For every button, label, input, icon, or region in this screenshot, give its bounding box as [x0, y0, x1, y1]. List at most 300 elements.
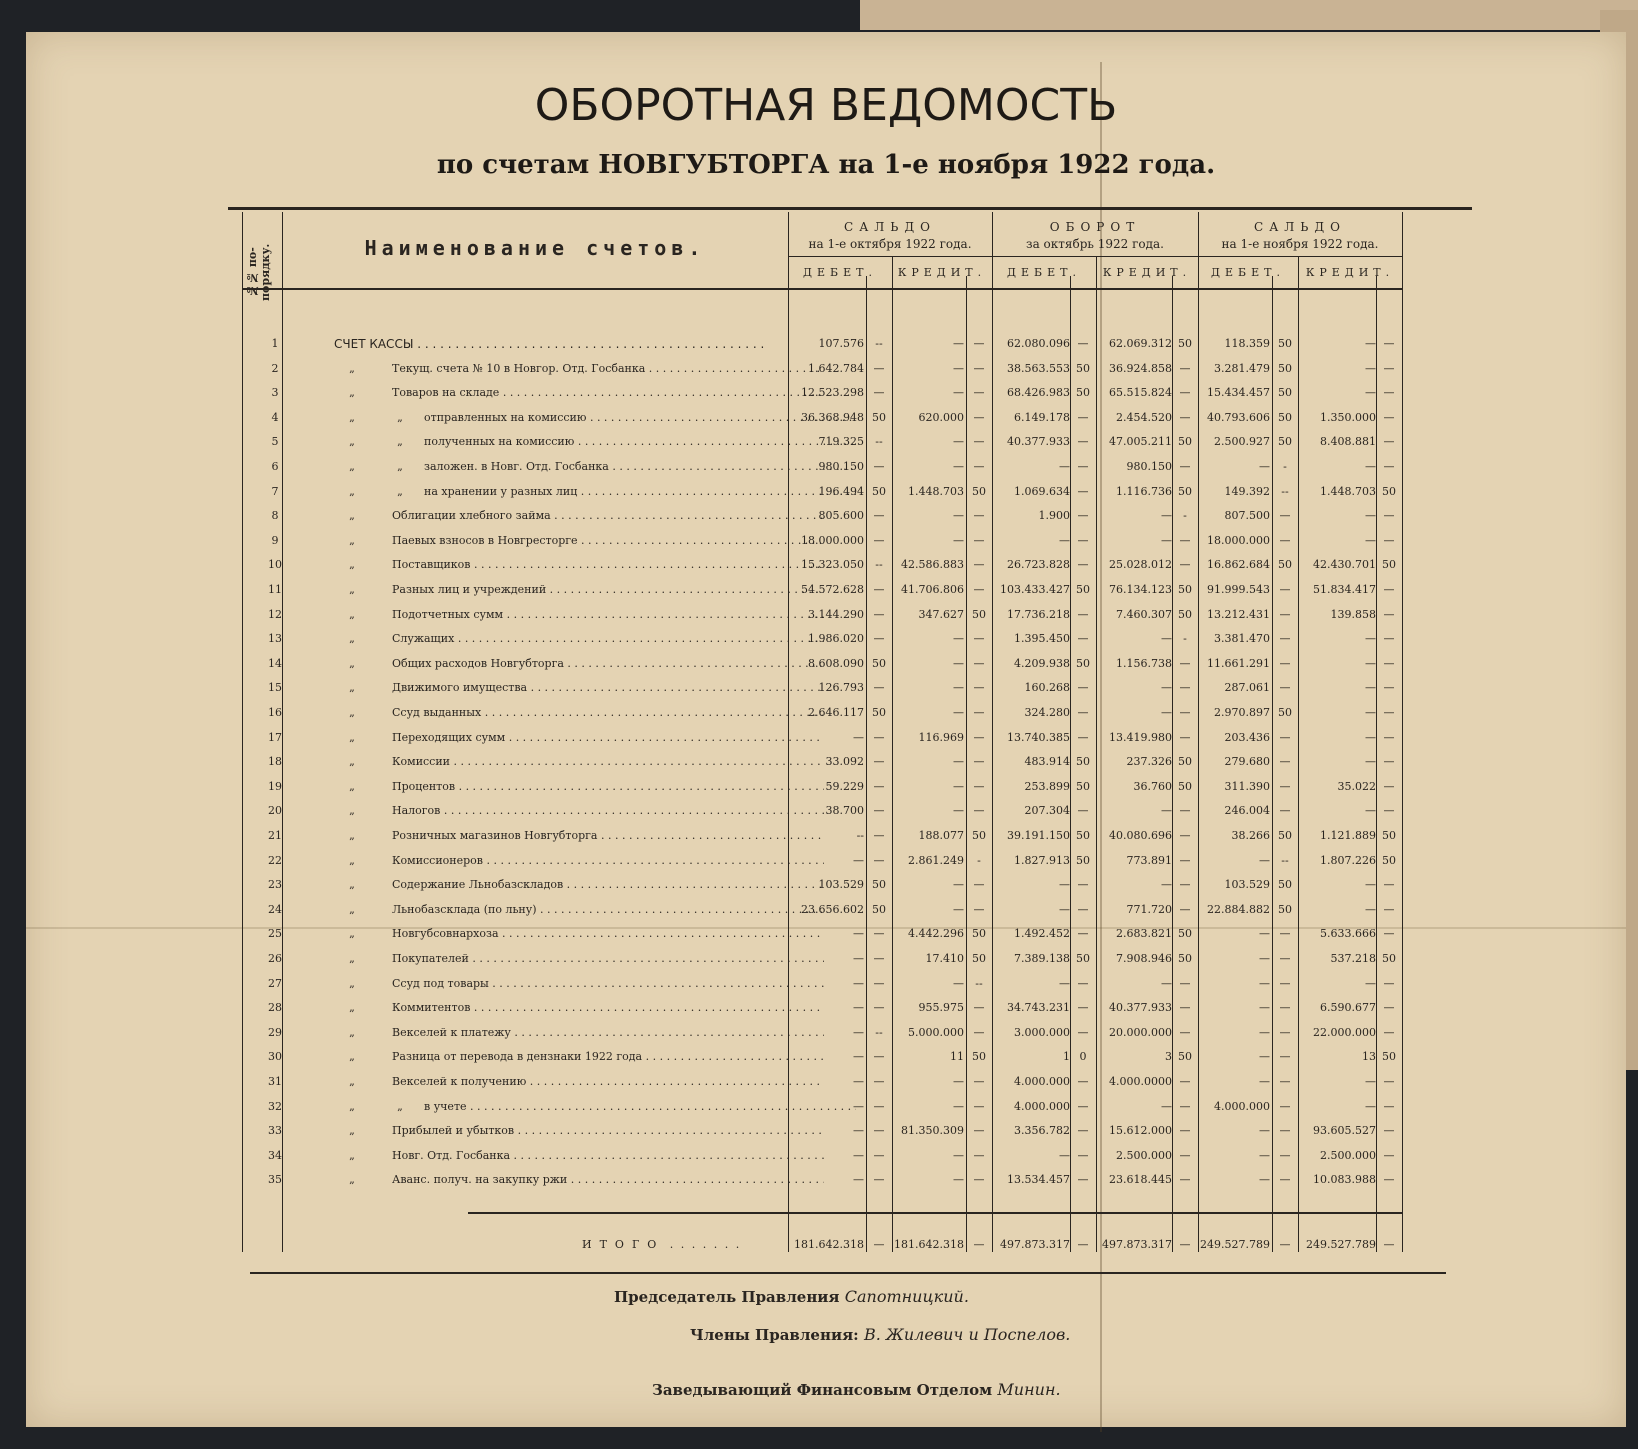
closing-debit-kop: —	[1279, 976, 1291, 990]
row-number: 31	[268, 1075, 282, 1088]
signature-chair-name: Сапотницкий.	[844, 1287, 969, 1306]
turnover-credit-kop: —	[1179, 804, 1191, 818]
opening-debit: 54.572.628	[801, 583, 864, 596]
opening-debit: 59.229	[825, 779, 864, 793]
opening-credit-kop: 50	[972, 927, 986, 941]
opening-debit-kop: —	[873, 1124, 885, 1138]
opening-debit-kop: --	[875, 337, 883, 350]
turnover-credit: 47.005.211	[1109, 435, 1172, 449]
turnover-credit-kop: —	[1179, 1001, 1191, 1015]
closing-debit: —	[1259, 1148, 1270, 1162]
row-number: 16	[268, 706, 282, 719]
turnover-debit-kop: —	[1077, 878, 1089, 892]
row-number: 24	[268, 902, 282, 916]
account-name: Облигации хлебного займа . . .	[392, 504, 824, 528]
closing-debit: —	[1259, 1173, 1270, 1187]
turnover-debit-kop: —	[1077, 1075, 1089, 1088]
document-subtitle: по счетам НОВГУБТОРГА на 1-е ноября 1922 года.	[436, 150, 1216, 180]
ditto-mark: „	[349, 1025, 355, 1039]
ditto-mark: „	[349, 730, 355, 744]
turnover-debit: 13.534.457	[1007, 1173, 1070, 1187]
closing-credit: —	[1365, 804, 1376, 818]
closing-credit-kop: —	[1383, 779, 1395, 793]
account-name: Аванс. получ. на закупку ржи . . .	[392, 1168, 824, 1192]
opening-credit-kop: —	[973, 460, 985, 473]
turnover-credit: 25.028.012	[1109, 558, 1172, 572]
turnover-credit-kop: -	[1183, 509, 1187, 523]
account-name: Процентов . . .	[392, 775, 824, 799]
closing-credit-kop: 50	[1382, 829, 1396, 842]
table-row	[242, 430, 1460, 454]
table-row	[242, 775, 1460, 799]
turnover-debit-kop: —	[1077, 706, 1089, 719]
opening-debit: —	[853, 853, 864, 867]
account-name: Комиссионеров . . .	[392, 849, 824, 873]
closing-credit: —	[1365, 533, 1376, 547]
turnover-credit: —	[1161, 533, 1172, 547]
row-number: 20	[268, 804, 282, 818]
turnover-debit-kop: —	[1077, 804, 1089, 818]
account-name: полученных на комиссию . . .	[424, 430, 856, 454]
closing-debit-kop: —	[1279, 755, 1291, 769]
turnover-credit-kop: —	[1179, 361, 1191, 375]
opening-debit: —	[853, 1173, 864, 1187]
opening-debit: 3.144.290	[808, 607, 864, 621]
turnover-debit: 1.069.634	[1014, 484, 1070, 498]
opening-debit-kop: —	[873, 1099, 885, 1113]
account-name: Товаров на складе . . .	[392, 381, 824, 405]
opening-credit: 42.586.883	[901, 558, 964, 572]
closing-credit: —	[1365, 1099, 1376, 1113]
turnover-debit-kop: 0	[1079, 1050, 1087, 1064]
opening-debit: 38.700	[825, 804, 864, 818]
closing-credit-kop: —	[1383, 1124, 1395, 1138]
closing-credit: —	[1365, 632, 1376, 646]
opening-debit: —	[853, 730, 864, 744]
opening-debit-kop: —	[873, 1050, 885, 1064]
turnover-credit: 3	[1165, 1050, 1172, 1064]
closing-debit-kop: —	[1279, 927, 1291, 941]
closing-debit: 15.434.457	[1207, 386, 1270, 400]
turnover-debit: 1	[1063, 1050, 1070, 1064]
closing-debit: —	[1259, 1001, 1270, 1015]
closing-debit: 118.359	[1224, 337, 1270, 350]
opening-credit: 17.410	[925, 952, 964, 965]
opening-credit: —	[953, 632, 964, 646]
table-row	[242, 529, 1460, 553]
closing-credit-kop: —	[1383, 361, 1395, 375]
total-turnover-credit-kop: —	[1179, 1238, 1191, 1251]
closing-debit: 246.004	[1224, 804, 1270, 818]
closing-credit-kop: —	[1383, 1099, 1395, 1113]
ditto-mark: „	[349, 804, 355, 818]
turnover-debit-kop: —	[1077, 1025, 1089, 1039]
opening-debit-kop: —	[873, 607, 885, 621]
turnover-debit: 17.736.218	[1007, 607, 1070, 621]
opening-debit-kop: 50	[872, 410, 886, 424]
closing-debit: 18.000.000	[1207, 533, 1270, 547]
turnover-credit-kop: 50	[1178, 952, 1192, 965]
ditto-mark: „	[349, 927, 355, 941]
turnover-debit-kop: —	[1077, 533, 1089, 547]
closing-debit-kop: -	[1283, 460, 1287, 473]
closing-debit-kop: —	[1279, 1173, 1291, 1187]
header-group-closing-balance: САЛЬДО	[1254, 220, 1346, 234]
closing-debit: —	[1259, 460, 1270, 473]
opening-credit: —	[953, 976, 964, 990]
table-row	[242, 824, 1460, 848]
document-title: ОБОРОТНАЯ ВЕДОМОСТЬ	[534, 80, 1118, 131]
opening-credit-kop: —	[973, 1173, 985, 1187]
turnover-debit-kop: —	[1077, 337, 1089, 350]
table-row	[242, 873, 1460, 897]
ditto-mark: „	[349, 1050, 355, 1064]
turnover-debit: —	[1059, 460, 1070, 473]
signature-finance-role: Заведывающий Финансовым Отделом	[652, 1381, 993, 1399]
closing-credit: 537.218	[1330, 952, 1376, 965]
header-debit: ДЕБЕТ.	[1007, 266, 1081, 279]
turnover-debit: 7.389.138	[1014, 952, 1070, 965]
turnover-debit-kop: —	[1077, 927, 1089, 941]
account-name: Розничных магазинов Новгубторга . . .	[392, 824, 824, 848]
closing-debit-kop: —	[1279, 1001, 1291, 1015]
closing-debit-kop: 50	[1278, 558, 1292, 572]
opening-credit-kop: —	[973, 558, 985, 572]
opening-debit-kop: —	[873, 927, 885, 941]
closing-credit: —	[1365, 1075, 1376, 1088]
opening-debit-kop: —	[873, 1075, 885, 1088]
closing-debit: 2.500.927	[1214, 435, 1270, 449]
total-closing-credit-kop: —	[1383, 1238, 1395, 1251]
opening-credit-kop: -	[977, 853, 981, 867]
opening-debit: 107.576	[818, 337, 864, 350]
opening-credit-kop: —	[973, 386, 985, 400]
turnover-credit-kop: —	[1179, 410, 1191, 424]
closing-debit-kop: —	[1279, 1099, 1291, 1113]
turnover-credit-kop: —	[1179, 1025, 1191, 1039]
turnover-debit: —	[1059, 1148, 1070, 1162]
ditto-mark: „	[349, 829, 355, 842]
opening-debit: 103.529	[818, 878, 864, 892]
opening-debit: 126.793	[818, 681, 864, 695]
account-name: Переходящих сумм . . .	[392, 726, 824, 750]
header-credit: КРЕДИТ.	[897, 266, 987, 279]
account-name: Текущ. счета № 10 в Новгор. Отд. Госбанка . . .	[392, 357, 824, 381]
ditto-mark-sub: „	[397, 435, 403, 449]
opening-credit-kop: —	[973, 337, 985, 350]
turnover-debit-kop: —	[1077, 435, 1089, 449]
turnover-credit-kop: —	[1179, 1173, 1191, 1187]
turnover-debit-kop: —	[1077, 681, 1089, 695]
opening-debit-kop: —	[873, 386, 885, 400]
table-row	[242, 504, 1460, 528]
closing-credit-kop: —	[1383, 804, 1395, 818]
turnover-credit: —	[1161, 878, 1172, 892]
turnover-debit: 62.080.096	[1007, 337, 1070, 350]
opening-debit-kop: 50	[872, 706, 886, 719]
row-number: 6	[271, 460, 279, 473]
table-row	[242, 996, 1460, 1020]
total-opening-debit: 181.642.318	[794, 1238, 864, 1251]
closing-debit: 203.436	[1224, 730, 1270, 744]
opening-credit-kop: 50	[972, 952, 986, 965]
row-number: 2	[271, 361, 279, 375]
opening-debit: 33.092	[825, 755, 864, 769]
closing-debit: 11.661.291	[1207, 656, 1270, 670]
turnover-credit-kop: —	[1179, 976, 1191, 990]
opening-credit-kop: —	[973, 730, 985, 744]
closing-debit-kop: —	[1279, 607, 1291, 621]
ditto-mark: „	[349, 681, 355, 695]
opening-credit: —	[953, 656, 964, 670]
opening-credit-kop: —	[973, 361, 985, 375]
turnover-debit-kop: 50	[1076, 656, 1090, 670]
table-row	[242, 972, 1460, 996]
opening-credit: —	[953, 779, 964, 793]
row-number: 3	[271, 386, 279, 400]
header-credit: КРЕДИТ.	[1305, 266, 1395, 279]
ditto-mark: „	[349, 976, 355, 990]
turnover-debit: 3.000.000	[1014, 1025, 1070, 1039]
header-group-closing-date: на 1-е ноября 1922 года.	[1221, 237, 1379, 251]
opening-credit-kop: —	[973, 509, 985, 523]
opening-debit: —	[853, 952, 864, 965]
closing-debit: —	[1259, 1124, 1270, 1138]
opening-credit: 41.706.806	[901, 583, 964, 596]
turnover-credit: 20.000.000	[1109, 1025, 1172, 1039]
closing-credit-kop: —	[1383, 976, 1395, 990]
opening-debit-kop: —	[873, 829, 885, 842]
turnover-debit: —	[1059, 976, 1070, 990]
table-row	[242, 406, 1460, 430]
turnover-debit: 4.000.000	[1014, 1099, 1070, 1113]
turnover-credit-kop: —	[1179, 460, 1191, 473]
turnover-credit: —	[1161, 1099, 1172, 1113]
opening-debit: —	[853, 1050, 864, 1064]
turnover-debit-kop: —	[1077, 1148, 1089, 1162]
ditto-mark: „	[349, 460, 355, 473]
closing-credit-kop: —	[1383, 1173, 1395, 1187]
turnover-debit-kop: —	[1077, 632, 1089, 646]
closing-credit: 1.448.703	[1320, 484, 1376, 498]
ditto-mark: „	[349, 706, 355, 719]
opening-credit: —	[953, 1173, 964, 1187]
closing-credit: 10.083.988	[1313, 1173, 1376, 1187]
closing-credit-kop: —	[1383, 1025, 1395, 1039]
opening-debit-kop: 50	[872, 484, 886, 498]
closing-credit: —	[1365, 681, 1376, 695]
opening-credit-kop: —	[973, 435, 985, 449]
opening-debit: 18.000.000	[801, 533, 864, 547]
opening-debit: 980.150	[818, 460, 864, 473]
table-row	[242, 676, 1460, 700]
turnover-credit: 980.150	[1126, 460, 1172, 473]
total-opening-credit-kop: —	[973, 1238, 985, 1251]
header-line	[242, 288, 1402, 290]
closing-credit-kop: 50	[1382, 853, 1396, 867]
total-closing-credit: 249.527.789	[1306, 1238, 1376, 1251]
row-number: 33	[268, 1124, 282, 1138]
ditto-mark: „	[349, 656, 355, 670]
closing-debit-kop: —	[1279, 804, 1291, 818]
table-row	[242, 627, 1460, 651]
opening-debit: —	[853, 976, 864, 990]
turnover-credit: 36.760	[1133, 779, 1172, 793]
closing-credit: 22.000.000	[1313, 1025, 1376, 1039]
closing-credit-kop: —	[1383, 878, 1395, 892]
opening-debit: 1.986.020	[808, 632, 864, 646]
turnover-credit: —	[1161, 632, 1172, 646]
total-turnover-debit: 497.873.317	[1000, 1238, 1070, 1251]
opening-debit: —	[853, 1148, 864, 1162]
turnover-credit: 771.720	[1126, 902, 1172, 916]
ditto-mark-sub: „	[397, 1099, 403, 1113]
opening-debit-kop: 50	[872, 902, 886, 916]
header-number: №№ по-порядку.	[246, 243, 272, 301]
opening-credit-kop: —	[973, 632, 985, 646]
turnover-credit: 2.500.000	[1116, 1148, 1172, 1162]
turnover-credit-kop: —	[1179, 558, 1191, 572]
table-row	[242, 381, 1460, 405]
account-name: Служащих . . .	[392, 627, 824, 651]
account-name: Покупателей . . .	[392, 947, 824, 971]
closing-debit-kop: —	[1279, 730, 1291, 744]
ditto-mark: „	[349, 755, 355, 769]
opening-credit-kop: —	[973, 1148, 985, 1162]
turnover-credit-kop: —	[1179, 1075, 1191, 1088]
account-name: Коммитентов . . .	[392, 996, 824, 1020]
ditto-mark: „	[349, 410, 355, 424]
closing-debit-kop: 50	[1278, 829, 1292, 842]
turnover-debit: 39.191.150	[1007, 829, 1070, 842]
closing-credit: —	[1365, 730, 1376, 744]
closing-debit-kop: —	[1279, 681, 1291, 695]
header-account-name: Наименование счетов.	[364, 236, 706, 260]
closing-debit: 279.680	[1224, 755, 1270, 769]
opening-credit-kop: 50	[972, 607, 986, 621]
opening-credit-kop: —	[973, 681, 985, 695]
turnover-debit-kop: 50	[1076, 361, 1090, 375]
turnover-credit-kop: —	[1179, 386, 1191, 400]
opening-credit: 955.975	[918, 1001, 964, 1015]
closing-debit: —	[1259, 1075, 1270, 1088]
closing-debit-kop: —	[1279, 1050, 1291, 1064]
bottom-rule	[250, 1272, 1446, 1274]
closing-credit-kop: —	[1383, 656, 1395, 670]
ditto-mark: „	[349, 435, 355, 449]
turnover-credit: 2.454.520	[1116, 410, 1172, 424]
opening-debit-kop: —	[873, 583, 885, 596]
ledger-table	[242, 212, 1460, 1267]
table-row	[242, 480, 1460, 504]
closing-credit: 13	[1362, 1050, 1376, 1064]
opening-debit: 23.656.602	[801, 902, 864, 916]
closing-debit-kop: 50	[1278, 386, 1292, 400]
opening-debit-kop: —	[873, 779, 885, 793]
opening-credit: —	[953, 509, 964, 523]
turnover-debit: —	[1059, 878, 1070, 892]
closing-credit: 35.022	[1337, 779, 1376, 793]
opening-debit-kop: —	[873, 952, 885, 965]
turnover-credit: 7.908.946	[1116, 952, 1172, 965]
turnover-credit-kop: —	[1179, 656, 1191, 670]
closing-credit: 139.858	[1330, 607, 1376, 621]
turnover-credit: —	[1161, 706, 1172, 719]
turnover-credit-kop: 50	[1178, 779, 1192, 793]
opening-credit: 4.442.296	[908, 927, 964, 941]
turnover-credit: —	[1161, 804, 1172, 818]
ditto-mark: „	[349, 952, 355, 965]
closing-credit: —	[1365, 878, 1376, 892]
signature-finance-name: Минин.	[997, 1380, 1061, 1399]
opening-debit: 1.642.784	[808, 361, 864, 375]
closing-debit: 22.884.882	[1207, 902, 1270, 916]
account-name: Ссуд выданных . . .	[392, 701, 824, 725]
closing-debit-kop: 50	[1278, 410, 1292, 424]
turnover-debit-kop: 50	[1076, 755, 1090, 769]
opening-credit-kop: —	[973, 533, 985, 547]
ditto-mark: „	[349, 607, 355, 621]
closing-credit-kop: 50	[1382, 952, 1396, 965]
closing-credit-kop: —	[1383, 681, 1395, 695]
opening-debit-kop: —	[873, 755, 885, 769]
closing-credit-kop: —	[1383, 1148, 1395, 1162]
row-number: 7	[271, 484, 279, 498]
turnover-debit: 3.356.782	[1014, 1124, 1070, 1138]
ditto-mark: „	[349, 533, 355, 547]
ditto-mark: „	[349, 583, 355, 596]
opening-debit-kop: —	[873, 804, 885, 818]
row-number: 4	[271, 410, 279, 424]
turnover-debit-kop: 50	[1076, 583, 1090, 596]
closing-credit-kop: —	[1383, 533, 1395, 547]
turnover-credit: 36.924.858	[1109, 361, 1172, 375]
turnover-credit-kop: 50	[1178, 337, 1192, 350]
turnover-debit-kop: —	[1077, 509, 1089, 523]
table-row	[242, 652, 1460, 676]
turnover-credit: 773.891	[1126, 853, 1172, 867]
ditto-mark: „	[349, 1099, 355, 1113]
opening-credit: —	[953, 706, 964, 719]
closing-debit: 3.281.479	[1214, 361, 1270, 375]
closing-credit-kop: —	[1383, 386, 1395, 400]
row-number: 21	[268, 829, 282, 842]
closing-credit: 6.590.677	[1320, 1001, 1376, 1015]
row-number: 9	[271, 533, 279, 547]
opening-credit-kop: 50	[972, 829, 986, 842]
turnover-credit: 15.612.000	[1109, 1124, 1172, 1138]
account-name: Новг. Отд. Госбанка . . .	[392, 1144, 824, 1168]
opening-credit: 2.861.249	[908, 853, 964, 867]
opening-credit: 5.000.000	[908, 1025, 964, 1039]
closing-debit-kop: --	[1281, 484, 1289, 498]
opening-credit: —	[953, 337, 964, 350]
closing-debit-kop: —	[1279, 509, 1291, 523]
table-row	[242, 603, 1460, 627]
closing-debit: 91.999.543	[1207, 583, 1270, 596]
row-number: 17	[268, 730, 282, 744]
turnover-debit-kop: —	[1077, 902, 1089, 916]
opening-credit: —	[953, 1148, 964, 1162]
turnover-debit-kop: —	[1077, 460, 1089, 473]
table-row	[242, 726, 1460, 750]
turnover-credit-kop: -	[1183, 632, 1187, 646]
closing-credit-kop: —	[1383, 583, 1395, 596]
ditto-mark: „	[349, 1075, 355, 1088]
turnover-credit-kop: —	[1179, 681, 1191, 695]
total-opening-debit-kop: —	[873, 1238, 885, 1251]
row-number: 18	[268, 755, 282, 769]
